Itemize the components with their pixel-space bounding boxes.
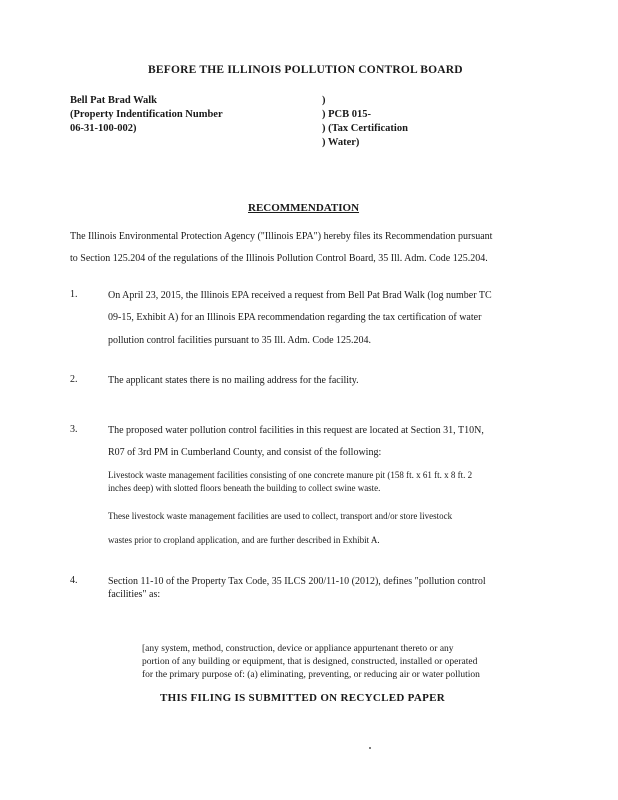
paragraph-1-line-1: On April 23, 2015, the Illinois EPA received a request from Bell Pat Brad Walk (log number TC [108,290,492,301]
intro-line-1: The Illinois Environmental Protection Agency ("Illinois EPA") hereby files its Recommendation pursuant [70,231,493,242]
quote-line-3: for the primary purpose of: (a) eliminating, preventing, or reducing air or water pollution [142,670,480,680]
caption-case-number: ) PCB 015- [322,109,371,120]
paragraph-4-line-1: Section 11-10 of the Property Tax Code, 35 ILCS 200/11-10 (2012), defines "pollution control [108,576,486,587]
document-title: RECOMMENDATION [248,202,360,214]
paragraph-2-number: 2. [70,374,78,385]
paragraph-3-sub-line-2: inches deep) with slotted floors beneath the building to collect swine waste. [108,483,381,493]
quote-line-2: portion of any building or equipment, that is designed, constructed, installed or operated [142,657,478,667]
paragraph-1-line-3: pollution control facilities pursuant to 35 Ill. Adm. Code 125.204. [108,335,372,346]
paragraph-3-extra-line-1: These livestock waste management facilities are used to collect, transport and/or store livestock [108,511,453,521]
paragraph-1-number: 1. [70,289,78,300]
caption-pin-label: (Property Indentification Number [70,109,223,120]
board-heading: BEFORE THE ILLINOIS POLLUTION CONTROL BOARD [148,64,463,76]
caption-pin-number: 06-31-100-002) [70,123,137,134]
paragraph-3-line-2: R07 of 3rd PM in Cumberland County, and consist of the following: [108,447,382,458]
recycled-paper-footer: THIS FILING IS SUBMITTED ON RECYCLED PAPER [160,692,445,704]
paragraph-3-extra-line-2: wastes prior to cropland application, and are further described in Exhibit A. [108,535,380,545]
caption-case-type: ) (Tax Certification [322,123,408,134]
paragraph-3-sub-line-1: Livestock waste management facilities consisting of one concrete manure pit (158 ft. x 61 ft. x 8 ft. 2 [108,470,473,480]
paragraph-4-number: 4. [70,575,78,586]
paragraph-1-line-2: 09-15, Exhibit A) for an Illinois EPA recommendation regarding the tax certification of water [108,312,482,323]
caption-paren-1: ) [322,95,326,106]
paragraph-3-line-1: The proposed water pollution control facilities in this request are located at Section 31, T10N, [108,425,484,436]
scan-speck [369,747,371,749]
paragraph-3-number: 3. [70,424,78,435]
quote-line-1: [any system, method, construction, device or appliance appurtenant thereto or any [142,644,454,654]
intro-line-2: to Section 125.204 of the regulations of the Illinois Pollution Control Board, 35 Ill. Adm. Code 125.204. [70,253,488,264]
paragraph-4-line-2: facilities" as: [108,589,161,600]
caption-petitioner: Bell Pat Brad Walk [70,95,158,106]
paragraph-2-line-1: The applicant states there is no mailing address for the facility. [108,375,359,386]
caption-case-type-cont: ) Water) [322,137,360,148]
